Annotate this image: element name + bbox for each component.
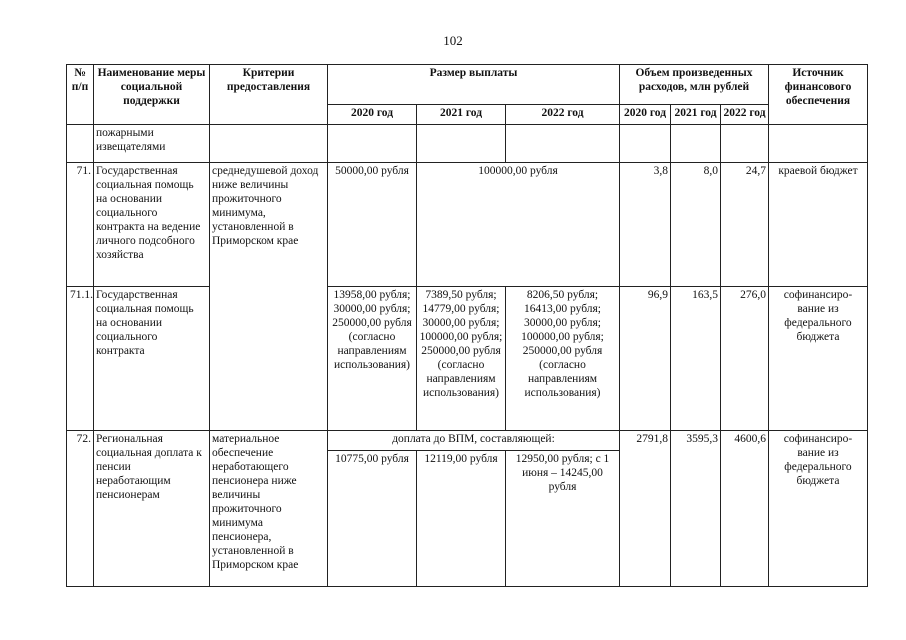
cell-vol-2022: 24,7 <box>721 163 769 287</box>
cell-criteria <box>210 125 328 163</box>
cell-pay-2021: 7389,50 рубля; 14779,00 рубля; 30000,00 рубля; 100000,00 рубля; 250000,00 рубля (согласно направлениям использования) <box>417 287 506 431</box>
cell-num: 71.1. <box>67 287 94 431</box>
cell-pay-2022 <box>506 125 620 163</box>
table-row-71-1 <box>67 287 868 431</box>
cell-name: Государственная социальная помощь на основании социального контракта <box>94 287 210 431</box>
cell-vol-2020: 2791,8 <box>620 431 671 587</box>
cell-vol-2022 <box>721 125 769 163</box>
cell-criteria: среднедушевой доход ниже величины прожиточного минимума, установленной в Приморском крае <box>210 163 328 431</box>
cell-vol-2020 <box>620 125 671 163</box>
cell-num: 72. <box>67 431 94 587</box>
cell-pay-header: доплата до ВПМ, составляющей: <box>328 431 620 451</box>
cell-pay-2021-2022: 100000,00 рубля <box>417 163 620 287</box>
header-vol-2022: 2022 год <box>721 105 769 125</box>
header-vol-2021: 2021 год <box>671 105 721 125</box>
cell-criteria: материальное обеспечение неработающего пенсионера ниже величины прожиточного минимума пенсионера, установленной в Приморском крае <box>210 431 328 587</box>
header-source: Источник финансового обеспечения <box>769 65 868 125</box>
cell-pay-2020: 50000,00 рубля <box>328 163 417 287</box>
social-support-table <box>66 64 868 587</box>
cell-vol-2021: 8,0 <box>671 163 721 287</box>
cell-source: софинансиро-вание из федерального бюджета <box>769 287 868 431</box>
cell-pay-2022: 12950,00 рубля; с 1 июня – 14245,00 рубля <box>506 451 620 587</box>
header-pay-2022: 2022 год <box>506 105 620 125</box>
page-number: 102 <box>443 33 463 48</box>
header-num: № п/п <box>67 65 94 125</box>
cell-vol-2021: 163,5 <box>671 287 721 431</box>
header-volume: Объем произведенных расходов, млн рублей <box>620 65 769 105</box>
cell-vol-2021: 3595,3 <box>671 431 721 587</box>
header-name: Наименование меры социальной поддержки <box>94 65 210 125</box>
header-pay-2020: 2020 год <box>328 105 417 125</box>
cell-vol-2022: 276,0 <box>721 287 769 431</box>
cell-num <box>67 125 94 163</box>
cell-pay-2020: 13958,00 рубля; 30000,00 рубля; 250000,00 рубля (согласно направлениям использования) <box>328 287 417 431</box>
header-pay-2021: 2021 год <box>417 105 506 125</box>
table-row-71 <box>67 163 868 287</box>
cell-num: 71. <box>67 163 94 287</box>
cell-vol-2020: 3,8 <box>620 163 671 287</box>
cell-pay-2021: 12119,00 рубля <box>417 451 506 587</box>
cell-pay-2020: 10775,00 рубля <box>328 451 417 587</box>
header-vol-2020: 2020 год <box>620 105 671 125</box>
cell-name: Региональная социальная доплата к пенсии неработающим пенсионерам <box>94 431 210 587</box>
cell-pay-2022: 8206,50 рубля; 16413,00 рубля; 30000,00 рубля; 100000,00 рубля; 250000,00 рубля (согласно направлениям использования) <box>506 287 620 431</box>
cell-source: софинансиро-вание из федерального бюджета <box>769 431 868 587</box>
table-row-72 <box>67 431 868 451</box>
cell-source <box>769 125 868 163</box>
cell-vol-2022: 4600,6 <box>721 431 769 587</box>
cell-name: Государственная социальная помощь на основании социального контракта на ведение личного подсобного хозяйства <box>94 163 210 287</box>
cell-vol-2020: 96,9 <box>620 287 671 431</box>
cell-pay-2021 <box>417 125 506 163</box>
header-criteria: Критерии предоставления <box>210 65 328 125</box>
header-payment: Размер выплаты <box>328 65 620 105</box>
cell-pay-2020 <box>328 125 417 163</box>
cell-name: пожарными извещателями <box>94 125 210 163</box>
cell-vol-2021 <box>671 125 721 163</box>
cell-source: краевой бюджет <box>769 163 868 287</box>
table-row-continuation <box>67 125 868 163</box>
